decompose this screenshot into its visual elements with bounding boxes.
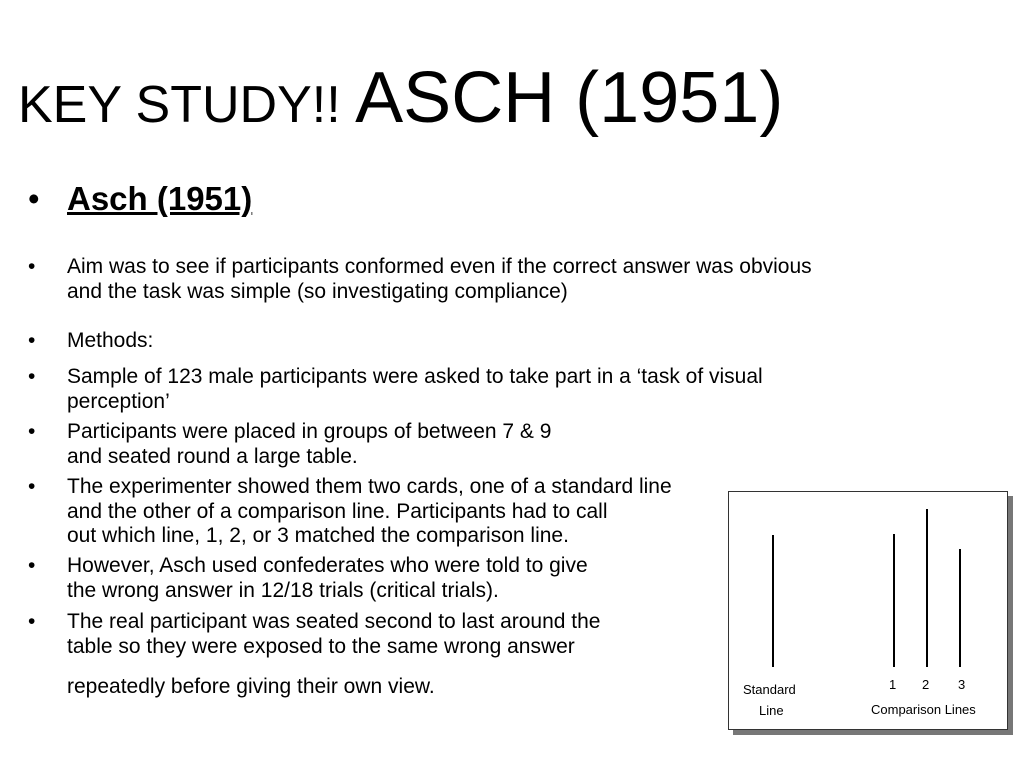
bullet-dot: • xyxy=(28,255,36,278)
bullet-heading-line: Asch (1951) xyxy=(67,180,253,217)
bullet-line: out which line, 1, 2, or 3 matched the comparison line. xyxy=(67,524,569,547)
title-prefix: KEY STUDY!! xyxy=(18,76,356,134)
bullet-line: and the other of a comparison line. Participants had to call xyxy=(67,499,608,523)
bullet-dot: • xyxy=(28,475,36,498)
comparison-number-3: 3 xyxy=(958,677,966,692)
bullet-aim-text xyxy=(67,255,812,304)
comparison-lines-label: Comparison Lines xyxy=(871,702,976,717)
bullet-line: Methods: xyxy=(67,329,154,352)
standard-label-line1: Standard xyxy=(743,682,796,697)
bullet-line: The real participant was seated second to last around the xyxy=(67,610,601,633)
bullet-line: and the task was simple (so investigating compliance) xyxy=(67,279,568,303)
bullet-line-trailing: repeatedly before giving their own view. xyxy=(67,675,435,698)
bullet-groups-text xyxy=(67,420,551,469)
bullet-dot: • xyxy=(28,420,36,443)
bullet-line: Participants were placed in groups of between 7 & 9 xyxy=(67,420,552,443)
comparison-number-2: 2 xyxy=(922,677,930,692)
bullet-dot: • xyxy=(28,329,36,352)
bullet-confederates-text xyxy=(67,554,588,603)
bullet-dot: • xyxy=(28,554,36,577)
bullet-sample-text xyxy=(67,365,763,414)
bullet-dot: • xyxy=(28,365,36,388)
bullet-line: Sample of 123 male participants were asked to take part in a ‘task of visual xyxy=(67,365,763,388)
bullet-cards-text xyxy=(67,475,672,549)
asch-lines-diagram xyxy=(729,492,1007,729)
bullet-line: Aim was to see if participants conformed even if the correct answer was obvious xyxy=(67,255,812,278)
bullet-line: The experimenter showed them two cards, one of a standard line xyxy=(67,475,672,498)
bullet-methods-text xyxy=(67,329,153,354)
asch-lines-figure xyxy=(728,491,1008,730)
bullet-line: the wrong answer in 12/18 trials (critical trials). xyxy=(67,578,499,602)
bullet-line: and seated round a large table. xyxy=(67,444,358,468)
bullet-line: perception’ xyxy=(67,389,170,413)
comparison-number-1: 1 xyxy=(889,677,897,692)
standard-label-line2: Line xyxy=(759,703,784,718)
title-main: ASCH (1951) xyxy=(355,58,784,138)
bullet-line: table so they were exposed to the same wrong answer xyxy=(67,634,575,658)
bullet-line: However, Asch used confederates who were told to give xyxy=(67,554,588,577)
bullet-dot: • xyxy=(28,610,36,633)
bullet-seating-text xyxy=(67,610,601,700)
bullet-heading-text xyxy=(67,179,252,219)
bullet-dot: • xyxy=(28,180,40,217)
